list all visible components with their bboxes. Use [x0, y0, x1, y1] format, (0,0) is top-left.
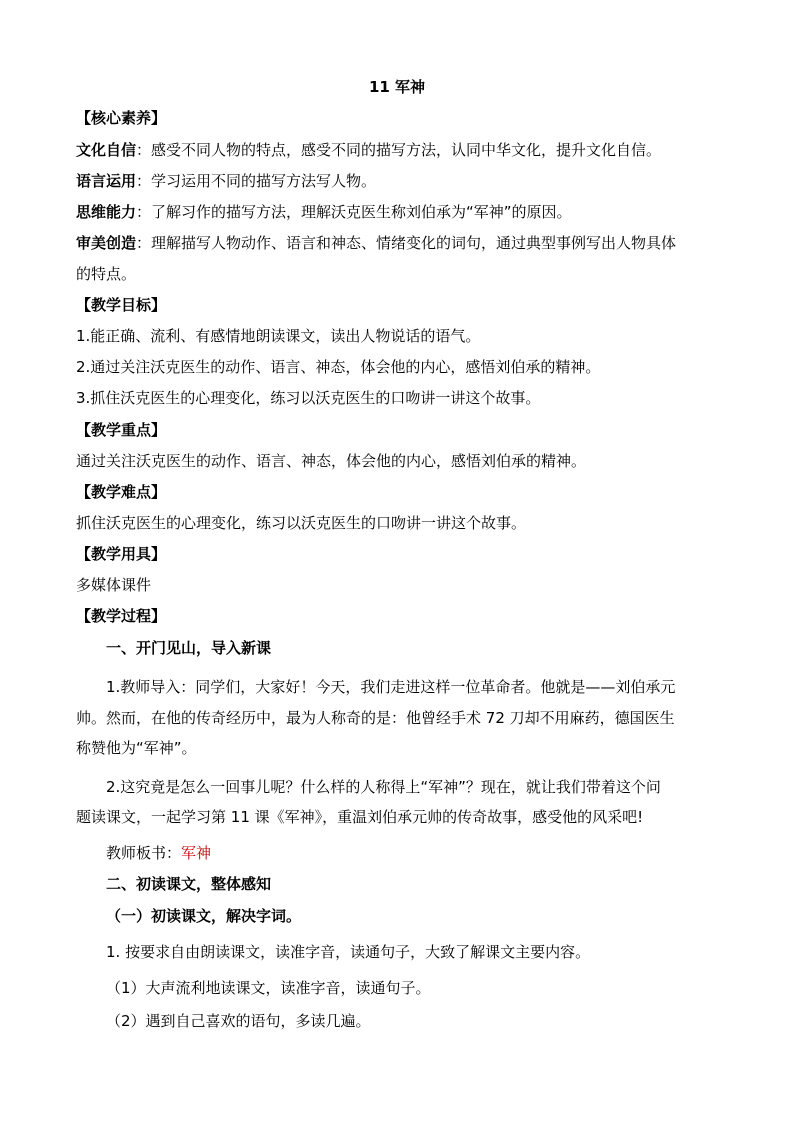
tools-text: 多媒体课件: [76, 576, 152, 594]
core-item-thinking: [76, 202, 572, 222]
paragraph-line: 2.这究竟是怎么一回事儿呢？什么样的人称得上“军神”？现在，就让我们带着这个问: [106, 778, 661, 796]
board-value: 军神: [181, 844, 212, 862]
core-label: 文化自信: [76, 141, 137, 159]
core-text: ：学习运用不同的描写方法写人物。: [136, 172, 377, 190]
core-text: ：理解描写人物动作、语言和神态、情绪变化的词句，通过典型事例写出人物具体: [136, 234, 677, 252]
core-item-language: [76, 171, 376, 191]
paragraph-line: 称赞他为“军神”。: [76, 739, 197, 757]
section-heading: 二、初读课文，整体感知: [106, 875, 272, 893]
paragraph-line: 帅。然而，在他的传奇经历中，最为人称奇的是：他曾经手术 72 刀却不用麻药，德国医生: [76, 709, 675, 727]
goal-item: 3.抓住沃克医生的心理变化，练习以沃克医生的口吻讲一讲这个故事。: [76, 389, 541, 407]
key-text: 通过关注沃克医生的动作、语言、神态，体会他的内心，感悟刘伯承的精神。: [76, 452, 587, 470]
goal-item: 2.通过关注沃克医生的动作、语言、神态，体会他的内心，感悟刘伯承的精神。: [76, 358, 601, 376]
subsection-heading: （一）初读课文，解决字词。: [106, 907, 302, 925]
section-heading: 一、开门见山，导入新课: [106, 639, 272, 657]
goal-item: 1.能正确、流利、有感情地朗读课文，读出人物说话的语气。: [76, 327, 481, 345]
key-heading: 【教学重点】: [76, 421, 167, 439]
step-item: 1. 按要求自由朗读课文，读准字音，读通句子，大致了解课文主要内容。: [106, 943, 591, 961]
core-text: ：了解习作的描写方法，理解沃克医生称刘伯承为“军神”的原因。: [136, 203, 572, 221]
core-label: 语言运用: [76, 172, 137, 190]
board-label: 教师板书：: [106, 844, 182, 862]
tools-heading: 【教学用具】: [76, 545, 167, 563]
board-writing: [106, 843, 211, 863]
process-heading: 【教学过程】: [76, 607, 167, 625]
step-subitem: （2）遇到自己喜欢的语句，多读几遍。: [106, 1012, 371, 1030]
difficulty-heading: 【教学难点】: [76, 483, 167, 501]
core-label: 思维能力: [76, 203, 137, 221]
core-item-culture: [76, 140, 661, 160]
core-text: ：感受不同人物的特点，感受不同的描写方法，认同中华文化，提升文化自信。: [136, 141, 662, 159]
page-title: 11 军神: [368, 78, 426, 96]
core-heading: 【核心素养】: [76, 109, 167, 127]
step-subitem: （1）大声流利地读课文，读准字音，读通句子。: [106, 979, 431, 997]
paragraph-line: 1.教师导入：同学们，大家好！今天，我们走进这样一位革命者。他就是——刘伯承元: [106, 678, 676, 696]
core-item-aesthetic-cont: 的特点。: [76, 265, 137, 283]
goals-heading: 【教学目标】: [76, 296, 167, 314]
difficulty-text: 抓住沃克医生的心理变化，练习以沃克医生的口吻讲一讲这个故事。: [76, 514, 527, 532]
paragraph-line: 题读课文，一起学习第 11 课《军神》，重温刘伯承元帅的传奇故事，感受他的风采吧!: [76, 808, 644, 826]
core-item-aesthetic: [76, 233, 676, 253]
core-label: 审美创造: [76, 234, 137, 252]
